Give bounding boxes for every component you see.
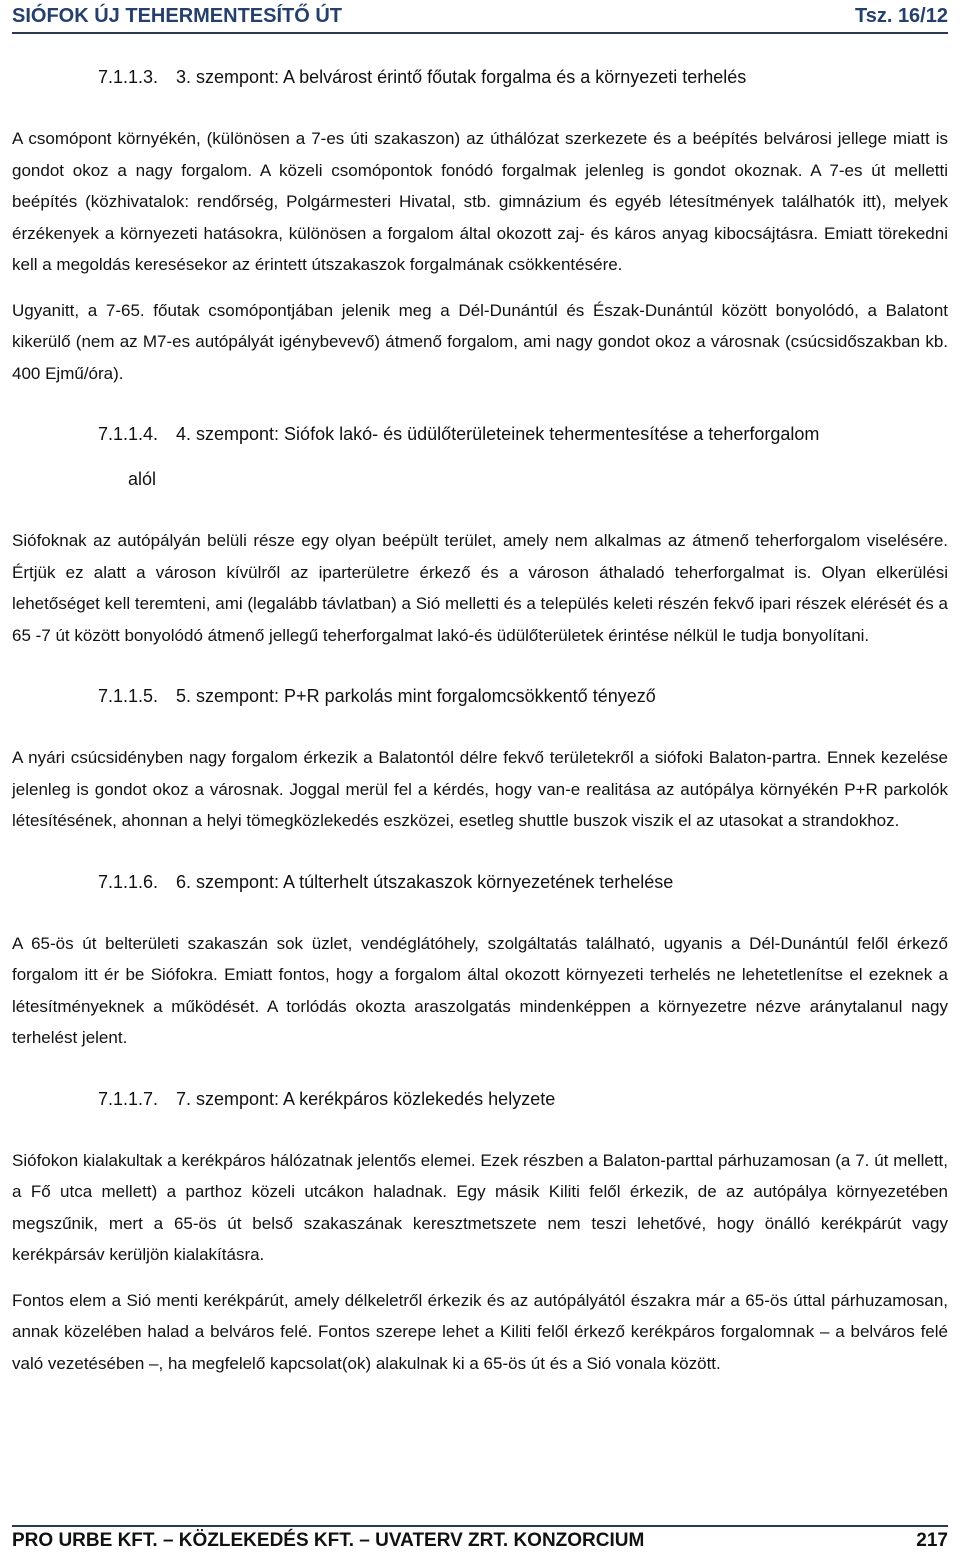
section-heading-6 — [12, 867, 948, 898]
footer-consortium: PRO URBE KFT. – KÖZLEKEDÉS KFT. – UVATERV ZRT. KONZORCIUM — [12, 1530, 645, 1551]
section-number: 7.1.1.5. — [98, 686, 159, 706]
paragraph: A csomópont környékén, (különösen a 7-es úti szakaszon) az úthálózat szerkezete és a beépítés belvárosi jellege miatt is gondot okoz a nagy forgalom. A közeli csomópontok fonódó forgalmak jelenleg is gondot okoznak. A 7-es út melletti beépítés (közhivatalok: rendőrség, Polgármesteri Hivatal, stb. gimnázium és egyéb létesítmények találhatók itt), melyek érzékenyek a környezeti hatásokra, különösen a forgalom által okozott zaj- és káros anyag kibocsájtásra. Emiatt törekedni kell a megoldás keresésekor az érintett útszakaszok forgalmának csökkentésére. — [12, 129, 948, 274]
page-header — [12, 0, 948, 34]
section-heading-7 — [12, 1084, 948, 1115]
document-code: Tsz. 16/12 — [854, 4, 948, 27]
section-heading-4 — [12, 419, 948, 495]
section-number: 7.1.1.4. — [98, 424, 159, 444]
section-heading-5 — [12, 681, 948, 712]
section-number: 7.1.1.6. — [98, 871, 159, 892]
document-title: SIÓFOK ÚJ TEHERMENTESÍTŐ ÚT — [12, 4, 343, 27]
paragraph: A nyári csúcsidényben nagy forgalom érkezik a Balatontól délre fekvő területekről a siófoki Balaton-partra. Ennek kezelése jelenleg is gondot okoz a városnak. Joggal merül fel a kérdés, hogy van-e realitása az autópálya környékén P+R parkolók létesítésének, ahonnan a helyi tömegközlekedés eszközei, esetleg shuttle buszok viszik el az utasokat a strandokhoz. — [12, 748, 948, 830]
paragraph: Fontos elem a Sió menti kerékpárút, amely délkeletről érkezik és az autópályától északra már a 65-ös úttal párhuzamosan, annak közelében halad a belváros felé. Fontos szerepe lehet a Kiliti felől érkező kerékpáros forgalomnak – a belváros felé való vezetésében –, ha megfelelő kapcsolat(ok) alakulnak ki a 65-ös út és a Sió vonala között. — [12, 1290, 948, 1373]
section-number: 7.1.1.7. — [98, 1088, 159, 1109]
paragraph: A 65-ös út belterületi szakaszán sok üzlet, vendéglátóhely, szolgáltatás található, ugyanis a Dél-Dunántúl felől érkező forgalom itt ér be Siófokra. Emiatt fontos, hogy a forgalom által okozott környezeti terhelés ne lehetetlenítse el ezeknek a létesítményeknek a működését. A torlódás okozta araszolgatás mindenképpen a környezetre nézve aránytalanul nagy terhelést jelent. — [12, 933, 948, 1047]
section-number: 7.1.1.3. — [98, 67, 159, 87]
section-title: 6. szempont: A túlterhelt útszakaszok környezetének terhelése — [176, 871, 674, 892]
section-title: 3. szempont: A belvárost érintő főutak forgalma és a környezeti terhelés — [176, 67, 747, 87]
paragraph: Siófoknak az autópályán belüli része egy olyan beépült terület, amely nem alkalmas az átmenő teherforgalom viselésére. Értjük ez alatt a városon kívülről az iparterületre érkező és a városon áthaladó teherforgalmat is. Olyan elkerülési lehetőséget kell teremteni, ami (legalább távlatban) a Sió melletti és a település keleti részén fekvő ipari részek elérését és a 65 -7 út között bonyolódó átmenő jellegű teherforgalmat lakó-és üdülőterületek érintése nélkül le tudja bonyolítani. — [12, 531, 948, 645]
page-number: 217 — [916, 1530, 948, 1551]
section-title: 5. szempont: P+R parkolás mint forgalomcsökkentő tényező — [176, 686, 656, 706]
section-title: 7. szempont: A kerékpáros közlekedés helyzete — [176, 1088, 556, 1109]
section-title-continuation: alól — [128, 469, 157, 489]
paragraph: Siófokon kialakultak a kerékpáros hálózatnak jelentős elemei. Ezek részben a Balaton-parttal párhuzamosan (a 7. út mellett, a Fő utca mellett) a parthoz közeli utcákon haladnak. Egy másik Kiliti felől érkezik, de az autópálya környezetében megszűnik, mert a 65-ös út belső szakaszának keresztmetszete nem teszi lehetővé, hogy önálló kerékpárút vagy kerékpársáv kerüljön kialakításra. — [12, 1150, 948, 1264]
paragraph: Ugyanitt, a 7-65. főutak csomópontjában jelenik meg a Dél-Dunántúl és Észak-Dunántúl között bonyolódó, a Balatont kikerülő (nem az M7-es autópályát igénybevevő) átmenő forgalom, ami nagy gondot okoz a városnak (csúcsidőszakban kb. 400 Ejmű/óra). — [12, 300, 948, 383]
page-footer — [12, 1525, 948, 1555]
section-title: 4. szempont: Siófok lakó- és üdülőterületeinek tehermentesítése a teherforgalom — [176, 424, 820, 444]
section-heading-3 — [12, 62, 948, 93]
page-content — [12, 62, 948, 1379]
